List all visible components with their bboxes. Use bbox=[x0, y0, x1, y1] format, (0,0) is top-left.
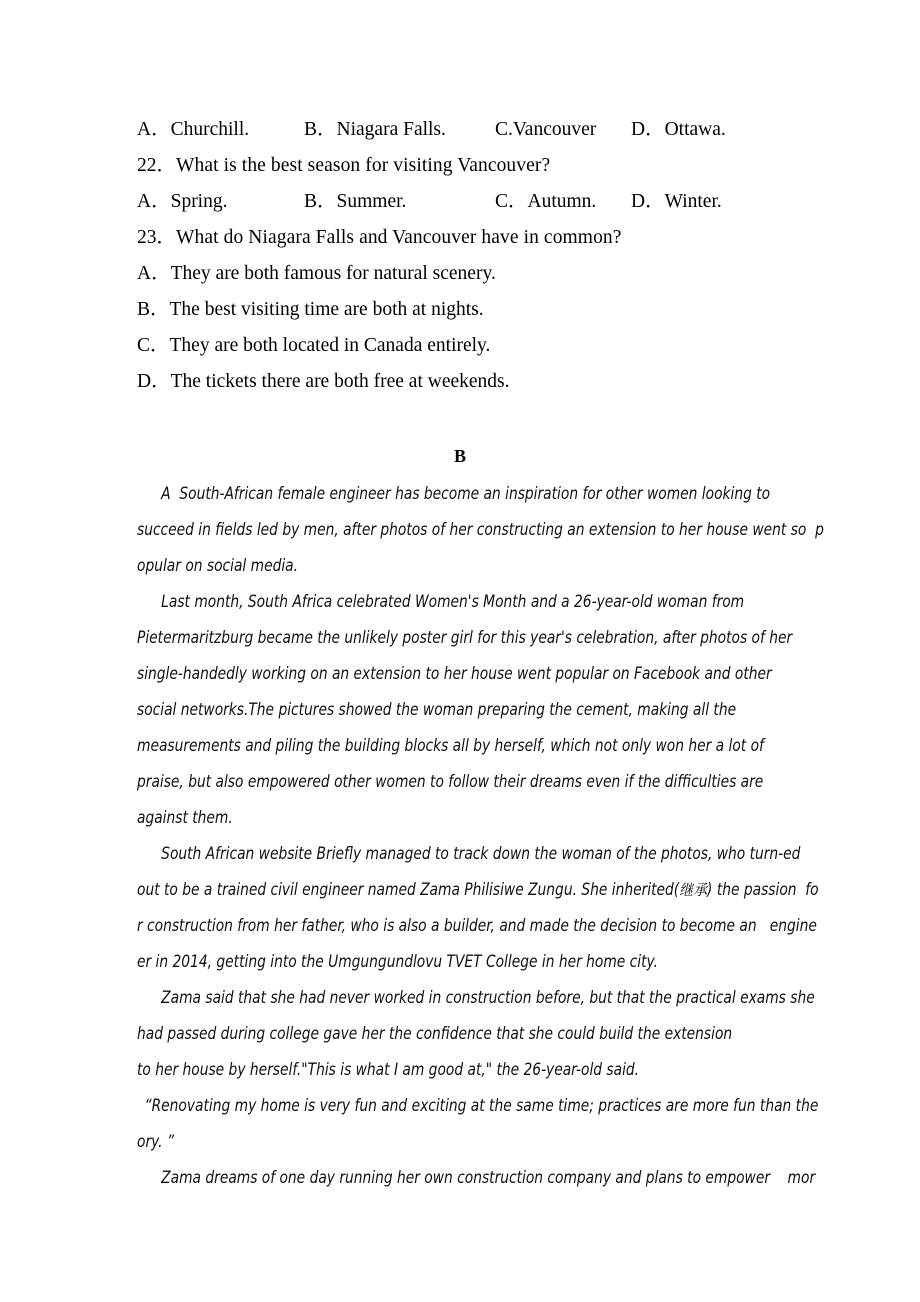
option-a-text: They are both famous for natural scenery. bbox=[170, 263, 496, 284]
option-d[interactable] bbox=[631, 184, 722, 220]
option-c-label: C． bbox=[495, 191, 528, 212]
passage-line: A South-African female engineer has become an inspiration for other women looking to bbox=[161, 484, 771, 503]
option-b[interactable] bbox=[304, 112, 446, 148]
option-c-text: Vancouver bbox=[512, 119, 597, 140]
option-c[interactable] bbox=[495, 112, 596, 148]
option-line-b[interactable] bbox=[137, 292, 837, 328]
passage-line: ory. ” bbox=[137, 1132, 175, 1151]
question-22-number: 22． bbox=[137, 155, 177, 176]
passage-line: r construction from her father, who is also a builder, and made the decision to become an engine bbox=[137, 916, 817, 935]
option-b-label: B． bbox=[304, 191, 337, 212]
passage-line: Zama said that she had never worked in construction before, but that the practical exams she bbox=[161, 988, 815, 1007]
option-a[interactable] bbox=[137, 184, 227, 220]
passage-line: social networks.The pictures showed the woman preparing the cement, making all the bbox=[137, 700, 737, 719]
option-c-text: They are both located in Canada entirely. bbox=[169, 335, 491, 356]
option-d[interactable] bbox=[631, 112, 726, 148]
passage-line: succeed in fields led by men, after photos of her constructing an extension to her house went so p bbox=[137, 520, 824, 539]
option-d-label: D． bbox=[631, 191, 665, 212]
passage-line: Pietermaritzburg became the unlikely poster girl for this year's celebration, after photos of her bbox=[137, 628, 793, 647]
option-a-label: A． bbox=[137, 119, 171, 140]
passage-line: er in 2014, getting into the Umgungundlovu TVET College in her home city. bbox=[137, 952, 658, 971]
option-a-text: Churchill. bbox=[170, 119, 250, 140]
question-22-text: What is the best season for visiting Vancouver? bbox=[176, 155, 551, 176]
option-b-text: The best visiting time are both at nights. bbox=[169, 299, 484, 320]
passage-line: single-handedly working on an extension to her house went popular on Facebook and other bbox=[137, 664, 772, 683]
passage-line: “Renovating my home is very fun and exciting at the same time; practices are more fun than the bbox=[144, 1096, 819, 1115]
passage-line: Zama dreams of one day running her own construction company and plans to empower mor bbox=[161, 1168, 816, 1187]
question-23 bbox=[137, 220, 837, 256]
option-c[interactable] bbox=[495, 184, 596, 220]
option-a[interactable] bbox=[137, 112, 249, 148]
option-d-text: Winter. bbox=[664, 191, 722, 212]
option-a-text: Spring. bbox=[170, 191, 228, 212]
option-c-label: C. bbox=[495, 119, 513, 140]
option-line-a[interactable] bbox=[137, 256, 837, 292]
question-22 bbox=[137, 148, 837, 184]
question-23-text: What do Niagara Falls and Vancouver have in common? bbox=[176, 227, 622, 248]
section-heading-b: B bbox=[453, 446, 466, 466]
option-c-label: C． bbox=[137, 335, 170, 356]
passage-line: opular on social media. bbox=[137, 556, 299, 575]
option-b-text: Summer. bbox=[336, 191, 407, 212]
passage-line-with-gloss: out to be a trained civil engineer named Zama Philisiwe Zungu. She inherited(继承) the passion fo bbox=[137, 880, 819, 899]
question-23-number: 23． bbox=[137, 227, 177, 248]
passage-line: measurements and piling the building blocks all by herself, which not only won her a lot of bbox=[137, 736, 764, 755]
options-row-q21 bbox=[137, 112, 837, 148]
option-d-label: D． bbox=[631, 119, 665, 140]
chinese-gloss: 继承 bbox=[679, 881, 708, 899]
question-block bbox=[137, 112, 837, 400]
passage-line: had passed during college gave her the confidence that she could build the extension bbox=[137, 1024, 733, 1043]
passage-line: to her house by herself."This is what I am good at," the 26-year-old said. bbox=[137, 1060, 640, 1079]
passage-line: Last month, South Africa celebrated Women's Month and a 26-year-old woman from bbox=[161, 592, 745, 611]
option-a-label: A． bbox=[137, 263, 171, 284]
option-line-c[interactable] bbox=[137, 328, 837, 364]
option-b[interactable] bbox=[304, 184, 406, 220]
option-d-label: D． bbox=[137, 371, 171, 392]
options-row-q22 bbox=[137, 184, 837, 220]
passage-line: against them. bbox=[137, 808, 233, 827]
option-d-text: Ottawa. bbox=[664, 119, 726, 140]
passage-line: South African website Briefly managed to track down the woman of the photos, who turn-ed bbox=[161, 844, 801, 863]
option-b-text: Niagara Falls. bbox=[336, 119, 446, 140]
option-b-label: B． bbox=[304, 119, 337, 140]
passage-line: praise, but also empowered other women to follow their dreams even if the difficulties are bbox=[137, 772, 764, 791]
option-a-label: A． bbox=[137, 191, 171, 212]
option-c-text: Autumn. bbox=[527, 191, 597, 212]
option-line-d[interactable] bbox=[137, 364, 837, 400]
option-d-text: The tickets there are both free at weekends. bbox=[170, 371, 510, 392]
passage-body bbox=[137, 476, 824, 1196]
option-b-label: B． bbox=[137, 299, 170, 320]
